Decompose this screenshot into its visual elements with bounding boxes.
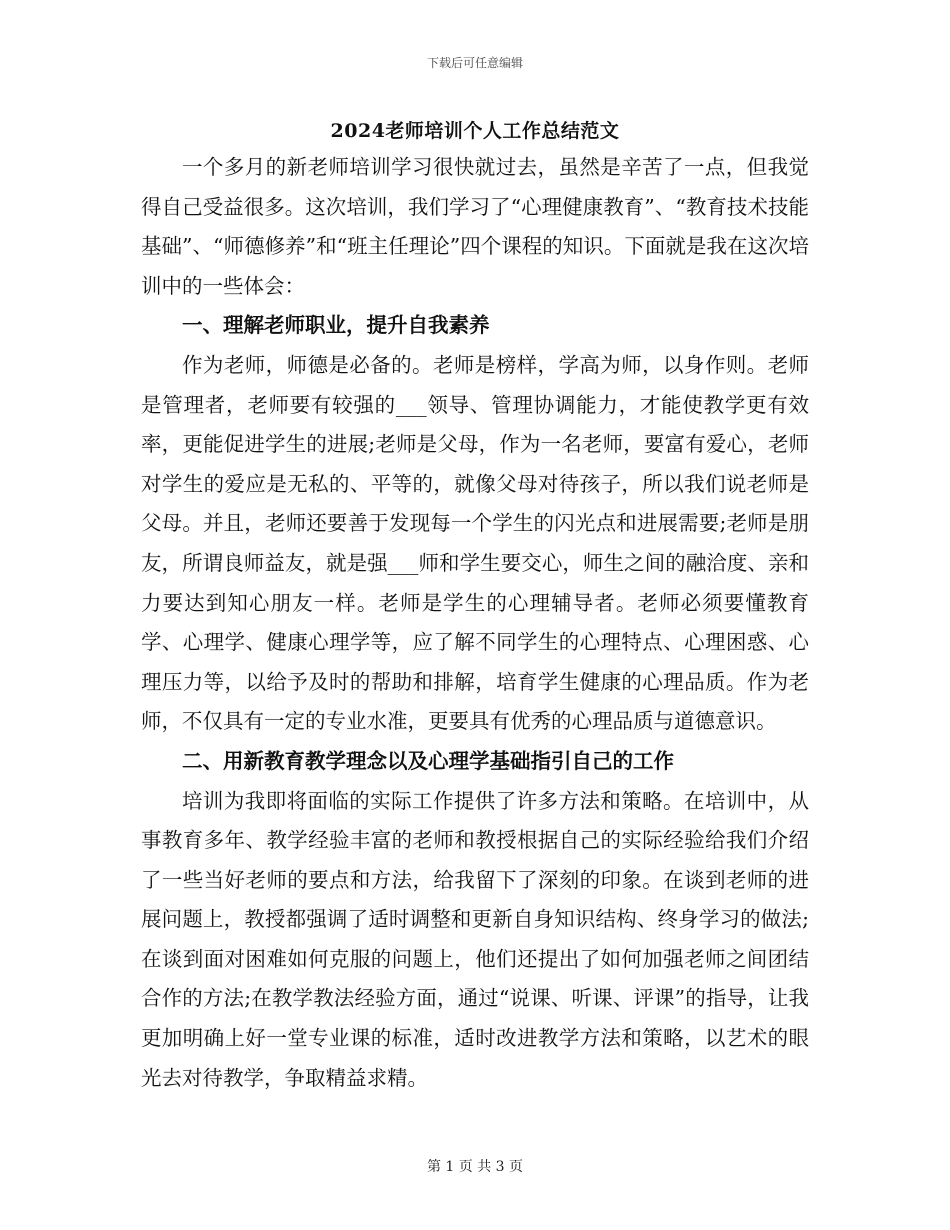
section-heading-1: 一、理解老师职业，提升自我素养 [182, 313, 490, 338]
document-body [141, 148, 809, 1098]
section-paragraph-1: 作为老师，师德是必备的。老师是榜样，学高为师，以身作则。老师是管理者，老师要有较强的___领导、管理协调能力，才能使教学更有效率，更能促进学生的进展;老师是父母，作为一名老师，要富有爱心，老师对学生的爱应是无私的、平等的，就像父母对待孩子，所以我们说老师是父母。并且，老师还要善于发现每一个学生的闪光点和进展需要;老师是朋友，所谓良师益友，就是强___师和学生要交心，师生之间的融洽度、亲和力要达到知心朋友一样。老师是学生的心理辅导者。老师必须要懂教育学、心理学、健康心理学等，应了解不同学生的心理特点、心理困惑、心理压力等，以给予及时的帮助和排解，培育学生健康的心理品质。作为老师，不仅具有一定的专业水准，更要具有优秀的心理品质与道德意识。 [141, 352, 809, 734]
header-note: 下载后可任意编辑 [426, 56, 523, 70]
section-paragraph-2: 培训为我即将面临的实际工作提供了许多方法和策略。在培训中，从事教育多年、教学经验丰富的老师和教授根据自己的实际经验给我们介绍了一些当好老师的要点和方法，给我留下了深刻的印象。在谈到老师的进展问题上，教授都强调了适时调整和更新自身知识结构、终身学习的做法;在谈到面对困难如何克服的问题上，他们还提出了如何加强老师之间团结合作的方法;在教学教法经验方面，通过“说课、听课、评课”的指导，让我更加明确上好一堂专业课的标准，适时改进教学方法和策略，以艺术的眼光去对待教学，争取精益求精。 [141, 788, 809, 1090]
document-title: 2024老师培训个人工作总结范文 [330, 120, 620, 142]
page-number: 第 1 页 共 3 页 [426, 1159, 524, 1175]
intro-paragraph: 一个多月的新老师培训学习很快就过去，虽然是辛苦了一点，但我觉得自己受益很多。这次培训，我们学习了“心理健康教育”、“教育技术技能基础”、“师德修养”和“班主任理论”四个课程的知识。下面就是我在这次培训中的一些体会： [141, 155, 809, 298]
section-heading-2: 二、用新教育教学理念以及心理学基础指引自己的工作 [182, 748, 674, 773]
